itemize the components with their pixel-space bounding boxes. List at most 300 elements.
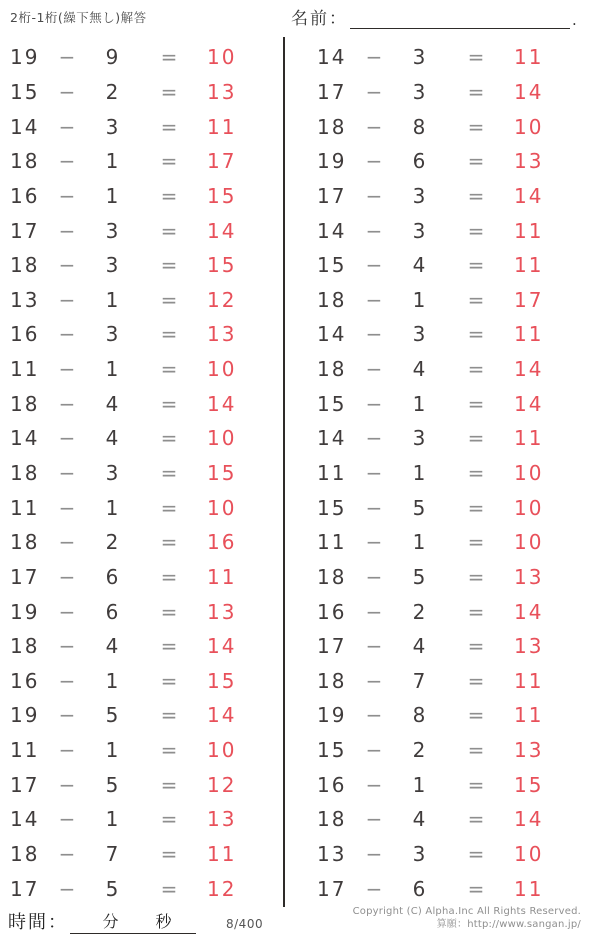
minus-sign: − bbox=[365, 287, 385, 312]
problem-row-left-14 bbox=[0, 490, 283, 525]
subtrahend: 8 bbox=[412, 114, 428, 139]
minuend: 18 bbox=[10, 634, 40, 659]
problem-row-left-15 bbox=[0, 525, 283, 560]
minuend: 17 bbox=[10, 218, 40, 243]
equals-sign: = bbox=[467, 772, 487, 797]
subtrahend: 6 bbox=[412, 149, 428, 174]
answer: 11 bbox=[514, 322, 544, 347]
problem-row-left-20 bbox=[0, 698, 283, 733]
minus-sign: − bbox=[58, 322, 78, 347]
answer: 11 bbox=[207, 114, 237, 139]
minuend: 14 bbox=[10, 426, 40, 451]
problem-row-left-11 bbox=[0, 386, 283, 421]
minus-sign: − bbox=[365, 322, 385, 347]
minuend: 18 bbox=[317, 357, 347, 382]
problem-row-right-4 bbox=[285, 144, 600, 179]
minuend: 19 bbox=[10, 45, 40, 70]
minutes-label: 分 bbox=[102, 912, 119, 931]
subtrahend: 4 bbox=[105, 426, 121, 451]
minus-sign: − bbox=[58, 772, 78, 797]
equals-sign: = bbox=[467, 357, 487, 382]
problem-row-right-5 bbox=[285, 179, 600, 214]
answer: 16 bbox=[207, 530, 237, 555]
subtrahend: 5 bbox=[412, 495, 428, 520]
minus-sign: − bbox=[365, 391, 385, 416]
problem-row-right-7 bbox=[285, 248, 600, 283]
minus-sign: − bbox=[365, 668, 385, 693]
minuend: 18 bbox=[10, 530, 40, 555]
minus-sign: − bbox=[58, 634, 78, 659]
minuend: 11 bbox=[10, 495, 40, 520]
subtrahend: 3 bbox=[105, 461, 121, 485]
minuend: 19 bbox=[317, 703, 347, 728]
problem-row-right-24 bbox=[285, 837, 600, 872]
answer: 10 bbox=[207, 495, 237, 520]
time-label: 時間： bbox=[8, 912, 68, 933]
name-field bbox=[291, 4, 577, 29]
equals-sign: = bbox=[160, 599, 180, 624]
subtrahend: 5 bbox=[105, 703, 121, 728]
problem-row-right-14 bbox=[285, 490, 600, 525]
subtrahend: 7 bbox=[105, 842, 121, 867]
minus-sign: − bbox=[58, 564, 78, 589]
equals-sign: = bbox=[467, 495, 487, 520]
subtrahend: 4 bbox=[412, 807, 428, 832]
minuend: 18 bbox=[317, 114, 347, 139]
page-title: 2桁-1桁(繰下無し)解答 bbox=[10, 10, 147, 25]
minuend: 15 bbox=[317, 738, 347, 763]
equals-sign: = bbox=[160, 530, 180, 555]
equals-sign: = bbox=[467, 530, 487, 555]
subtrahend: 5 bbox=[105, 772, 121, 797]
problem-row-right-1 bbox=[285, 40, 600, 75]
answer: 17 bbox=[514, 287, 544, 312]
minuend: 14 bbox=[317, 218, 347, 243]
minuend: 16 bbox=[10, 322, 40, 347]
subtrahend: 1 bbox=[412, 287, 428, 312]
equals-sign: = bbox=[467, 842, 487, 867]
subtrahend: 6 bbox=[105, 599, 121, 624]
problem-row-left-5 bbox=[0, 179, 283, 214]
subtrahend: 1 bbox=[105, 183, 121, 208]
equals-sign: = bbox=[467, 599, 487, 624]
minus-sign: − bbox=[58, 599, 78, 624]
answer: 10 bbox=[514, 530, 544, 555]
minuend: 16 bbox=[317, 772, 347, 797]
answer: 11 bbox=[514, 668, 544, 693]
answer: 14 bbox=[514, 183, 544, 208]
problem-row-right-15 bbox=[285, 525, 600, 560]
subtrahend: 4 bbox=[412, 634, 428, 659]
name-input-line[interactable] bbox=[350, 8, 570, 29]
minuend: 17 bbox=[10, 564, 40, 589]
minuend: 15 bbox=[317, 495, 347, 520]
answer: 13 bbox=[207, 599, 237, 624]
minuend: 18 bbox=[317, 564, 347, 589]
problem-row-left-10 bbox=[0, 352, 283, 387]
minus-sign: − bbox=[58, 79, 78, 104]
minuend: 14 bbox=[10, 807, 40, 832]
problem-row-right-2 bbox=[285, 75, 600, 110]
minuend: 16 bbox=[10, 668, 40, 693]
answer: 10 bbox=[207, 426, 237, 451]
answer: 11 bbox=[207, 842, 237, 867]
minuend: 14 bbox=[10, 114, 40, 139]
subtrahend: 3 bbox=[105, 218, 121, 243]
subtrahend: 1 bbox=[105, 807, 121, 832]
equals-sign: = bbox=[467, 876, 487, 901]
seconds-label: 秒 bbox=[155, 912, 172, 931]
equals-sign: = bbox=[160, 149, 180, 174]
answer: 10 bbox=[514, 495, 544, 520]
answer: 11 bbox=[514, 876, 544, 901]
minuend: 17 bbox=[317, 183, 347, 208]
problem-row-left-19 bbox=[0, 664, 283, 699]
problem-row-right-11 bbox=[285, 386, 600, 421]
equals-sign: = bbox=[160, 564, 180, 589]
problem-row-left-13 bbox=[0, 456, 283, 491]
copyright bbox=[353, 906, 581, 931]
minuend: 15 bbox=[317, 253, 347, 278]
answer: 14 bbox=[207, 703, 237, 728]
minus-sign: − bbox=[365, 114, 385, 139]
subtrahend: 1 bbox=[105, 738, 121, 763]
minuend: 18 bbox=[10, 253, 40, 278]
answer: 14 bbox=[514, 357, 544, 382]
problem-row-left-3 bbox=[0, 109, 283, 144]
answer: 15 bbox=[207, 668, 237, 693]
subtrahend: 3 bbox=[105, 114, 121, 139]
minus-sign: − bbox=[58, 287, 78, 312]
equals-sign: = bbox=[467, 114, 487, 139]
problem-row-left-4 bbox=[0, 144, 283, 179]
subtrahend: 1 bbox=[105, 357, 121, 382]
minus-sign: − bbox=[365, 253, 385, 278]
equals-sign: = bbox=[160, 426, 180, 451]
minuend: 18 bbox=[10, 461, 40, 485]
time-input-line[interactable] bbox=[70, 910, 196, 934]
minuend: 18 bbox=[10, 149, 40, 174]
minus-sign: − bbox=[365, 564, 385, 589]
minus-sign: − bbox=[365, 461, 385, 485]
answer: 14 bbox=[514, 599, 544, 624]
minuend: 14 bbox=[317, 426, 347, 451]
answer: 11 bbox=[207, 564, 237, 589]
minuend: 17 bbox=[10, 772, 40, 797]
minuend: 11 bbox=[317, 530, 347, 555]
minus-sign: − bbox=[58, 703, 78, 728]
equals-sign: = bbox=[160, 45, 180, 70]
subtrahend: 1 bbox=[412, 530, 428, 555]
answer: 17 bbox=[207, 149, 237, 174]
equals-sign: = bbox=[467, 391, 487, 416]
problems-column-left bbox=[0, 40, 283, 906]
answer: 11 bbox=[514, 426, 544, 451]
subtrahend: 4 bbox=[412, 253, 428, 278]
equals-sign: = bbox=[467, 149, 487, 174]
time-field bbox=[8, 908, 263, 934]
subtrahend: 5 bbox=[412, 564, 428, 589]
answer: 14 bbox=[207, 634, 237, 659]
problem-row-left-18 bbox=[0, 629, 283, 664]
problem-row-right-23 bbox=[285, 802, 600, 837]
answer: 14 bbox=[514, 807, 544, 832]
answer: 13 bbox=[207, 322, 237, 347]
minuend: 18 bbox=[317, 807, 347, 832]
minus-sign: − bbox=[58, 807, 78, 832]
minuend: 18 bbox=[10, 842, 40, 867]
equals-sign: = bbox=[160, 218, 180, 243]
equals-sign: = bbox=[467, 738, 487, 763]
minuend: 11 bbox=[10, 738, 40, 763]
equals-sign: = bbox=[160, 114, 180, 139]
minuend: 14 bbox=[317, 45, 347, 70]
equals-sign: = bbox=[160, 738, 180, 763]
subtrahend: 5 bbox=[105, 876, 121, 901]
problem-row-right-9 bbox=[285, 317, 600, 352]
problem-row-left-1 bbox=[0, 40, 283, 75]
name-label: 名前： bbox=[291, 9, 348, 29]
subtrahend: 3 bbox=[412, 842, 428, 867]
minus-sign: − bbox=[58, 495, 78, 520]
equals-sign: = bbox=[467, 253, 487, 278]
problems-column-right bbox=[285, 40, 600, 906]
equals-sign: = bbox=[160, 842, 180, 867]
subtrahend: 1 bbox=[105, 287, 121, 312]
equals-sign: = bbox=[467, 426, 487, 451]
answer: 15 bbox=[207, 183, 237, 208]
minuend: 17 bbox=[317, 876, 347, 901]
answer: 11 bbox=[514, 253, 544, 278]
answer: 10 bbox=[207, 45, 237, 70]
answer: 10 bbox=[514, 461, 544, 485]
minus-sign: − bbox=[58, 738, 78, 763]
copyright-line2: 算願：http://www.sangan.jp/ bbox=[436, 918, 581, 930]
minus-sign: − bbox=[58, 842, 78, 867]
problem-row-right-17 bbox=[285, 594, 600, 629]
problem-row-right-13 bbox=[285, 456, 600, 491]
minuend: 16 bbox=[317, 599, 347, 624]
subtrahend: 3 bbox=[412, 79, 428, 104]
problem-row-right-12 bbox=[285, 421, 600, 456]
subtrahend: 8 bbox=[412, 703, 428, 728]
answer: 13 bbox=[207, 807, 237, 832]
minus-sign: − bbox=[58, 426, 78, 451]
problems-area bbox=[0, 40, 600, 906]
problem-row-right-16 bbox=[285, 560, 600, 595]
subtrahend: 2 bbox=[412, 599, 428, 624]
problem-row-left-9 bbox=[0, 317, 283, 352]
answer: 12 bbox=[207, 772, 237, 797]
problem-row-right-21 bbox=[285, 733, 600, 768]
minuend: 15 bbox=[317, 391, 347, 416]
answer: 11 bbox=[514, 45, 544, 70]
equals-sign: = bbox=[160, 461, 180, 485]
equals-sign: = bbox=[467, 183, 487, 208]
equals-sign: = bbox=[160, 703, 180, 728]
problem-row-right-10 bbox=[285, 352, 600, 387]
problem-row-left-25 bbox=[0, 871, 283, 906]
answer: 13 bbox=[514, 738, 544, 763]
minus-sign: − bbox=[58, 183, 78, 208]
minus-sign: − bbox=[58, 391, 78, 416]
answer: 11 bbox=[514, 703, 544, 728]
answer: 11 bbox=[514, 218, 544, 243]
minus-sign: − bbox=[58, 253, 78, 278]
answer: 14 bbox=[514, 79, 544, 104]
problem-row-left-16 bbox=[0, 560, 283, 595]
problem-row-left-23 bbox=[0, 802, 283, 837]
minuend: 14 bbox=[317, 322, 347, 347]
minus-sign: − bbox=[58, 461, 78, 485]
minus-sign: − bbox=[365, 842, 385, 867]
minuend: 13 bbox=[10, 287, 40, 312]
answer: 13 bbox=[514, 564, 544, 589]
answer: 12 bbox=[207, 287, 237, 312]
minus-sign: − bbox=[365, 738, 385, 763]
equals-sign: = bbox=[467, 461, 487, 485]
equals-sign: = bbox=[160, 807, 180, 832]
problem-row-left-7 bbox=[0, 248, 283, 283]
minuend: 18 bbox=[317, 668, 347, 693]
problem-row-right-3 bbox=[285, 109, 600, 144]
equals-sign: = bbox=[160, 253, 180, 278]
answer: 15 bbox=[207, 253, 237, 278]
answer: 14 bbox=[207, 218, 237, 243]
equals-sign: = bbox=[160, 391, 180, 416]
subtrahend: 2 bbox=[412, 738, 428, 763]
subtrahend: 1 bbox=[412, 391, 428, 416]
problem-row-right-8 bbox=[285, 282, 600, 317]
answer: 13 bbox=[514, 149, 544, 174]
equals-sign: = bbox=[467, 668, 487, 693]
equals-sign: = bbox=[467, 218, 487, 243]
answer: 15 bbox=[514, 772, 544, 797]
minuend: 15 bbox=[10, 79, 40, 104]
minus-sign: − bbox=[365, 530, 385, 555]
subtrahend: 3 bbox=[105, 253, 121, 278]
minus-sign: − bbox=[365, 218, 385, 243]
minus-sign: − bbox=[365, 634, 385, 659]
minuend: 16 bbox=[10, 183, 40, 208]
equals-sign: = bbox=[160, 495, 180, 520]
answer: 10 bbox=[514, 114, 544, 139]
minus-sign: − bbox=[365, 772, 385, 797]
subtrahend: 6 bbox=[412, 876, 428, 901]
minus-sign: − bbox=[365, 703, 385, 728]
problem-row-left-21 bbox=[0, 733, 283, 768]
equals-sign: = bbox=[160, 357, 180, 382]
subtrahend: 3 bbox=[412, 218, 428, 243]
equals-sign: = bbox=[160, 79, 180, 104]
minuend: 18 bbox=[10, 391, 40, 416]
minuend: 17 bbox=[317, 79, 347, 104]
equals-sign: = bbox=[467, 634, 487, 659]
equals-sign: = bbox=[467, 807, 487, 832]
equals-sign: = bbox=[160, 183, 180, 208]
minuend: 17 bbox=[10, 876, 40, 901]
answer: 14 bbox=[514, 391, 544, 416]
equals-sign: = bbox=[467, 703, 487, 728]
problem-row-left-12 bbox=[0, 421, 283, 456]
subtrahend: 6 bbox=[105, 564, 121, 589]
answer: 13 bbox=[207, 79, 237, 104]
problem-row-left-8 bbox=[0, 282, 283, 317]
minuend: 19 bbox=[317, 149, 347, 174]
minuend: 19 bbox=[10, 703, 40, 728]
answer: 13 bbox=[514, 634, 544, 659]
equals-sign: = bbox=[467, 45, 487, 70]
subtrahend: 3 bbox=[105, 322, 121, 347]
subtrahend: 7 bbox=[412, 668, 428, 693]
minus-sign: − bbox=[58, 45, 78, 70]
subtrahend: 4 bbox=[412, 357, 428, 382]
minuend: 11 bbox=[10, 357, 40, 382]
subtrahend: 2 bbox=[105, 79, 121, 104]
answer: 10 bbox=[207, 738, 237, 763]
minus-sign: − bbox=[58, 218, 78, 243]
problem-row-right-22 bbox=[285, 767, 600, 802]
equals-sign: = bbox=[467, 564, 487, 589]
minus-sign: − bbox=[365, 79, 385, 104]
equals-sign: = bbox=[160, 287, 180, 312]
equals-sign: = bbox=[160, 876, 180, 901]
answer: 10 bbox=[514, 842, 544, 867]
page-number: 8/400 bbox=[226, 917, 264, 931]
answer: 15 bbox=[207, 461, 237, 485]
problem-row-left-17 bbox=[0, 594, 283, 629]
problem-row-left-22 bbox=[0, 767, 283, 802]
minuend: 11 bbox=[317, 461, 347, 485]
minus-sign: − bbox=[58, 530, 78, 555]
equals-sign: = bbox=[160, 772, 180, 797]
equals-sign: = bbox=[160, 322, 180, 347]
problem-row-right-18 bbox=[285, 629, 600, 664]
subtrahend: 3 bbox=[412, 183, 428, 208]
equals-sign: = bbox=[467, 79, 487, 104]
minus-sign: − bbox=[58, 149, 78, 174]
subtrahend: 4 bbox=[105, 634, 121, 659]
minus-sign: − bbox=[58, 357, 78, 382]
copyright-line1: Copyright (C) Alpha.Inc All Rights Reserved. bbox=[352, 906, 581, 917]
problem-row-right-20 bbox=[285, 698, 600, 733]
minuend: 17 bbox=[317, 634, 347, 659]
problem-row-left-2 bbox=[0, 75, 283, 110]
problem-row-right-19 bbox=[285, 664, 600, 699]
minus-sign: − bbox=[58, 876, 78, 901]
problem-row-left-24 bbox=[0, 837, 283, 872]
equals-sign: = bbox=[160, 634, 180, 659]
answer: 12 bbox=[207, 876, 237, 901]
subtrahend: 1 bbox=[105, 668, 121, 693]
problem-row-right-25 bbox=[285, 871, 600, 906]
problem-row-left-6 bbox=[0, 213, 283, 248]
subtrahend: 9 bbox=[105, 45, 121, 70]
subtrahend: 1 bbox=[105, 495, 121, 520]
minuend: 19 bbox=[10, 599, 40, 624]
subtrahend: 1 bbox=[412, 461, 428, 485]
subtrahend: 1 bbox=[105, 149, 121, 174]
subtrahend: 3 bbox=[412, 322, 428, 347]
subtrahend: 3 bbox=[412, 426, 428, 451]
minus-sign: − bbox=[58, 114, 78, 139]
minus-sign: − bbox=[365, 149, 385, 174]
equals-sign: = bbox=[160, 668, 180, 693]
answer: 10 bbox=[207, 357, 237, 382]
minuend: 18 bbox=[317, 287, 347, 312]
minuend: 13 bbox=[317, 842, 347, 867]
equals-sign: = bbox=[467, 322, 487, 347]
